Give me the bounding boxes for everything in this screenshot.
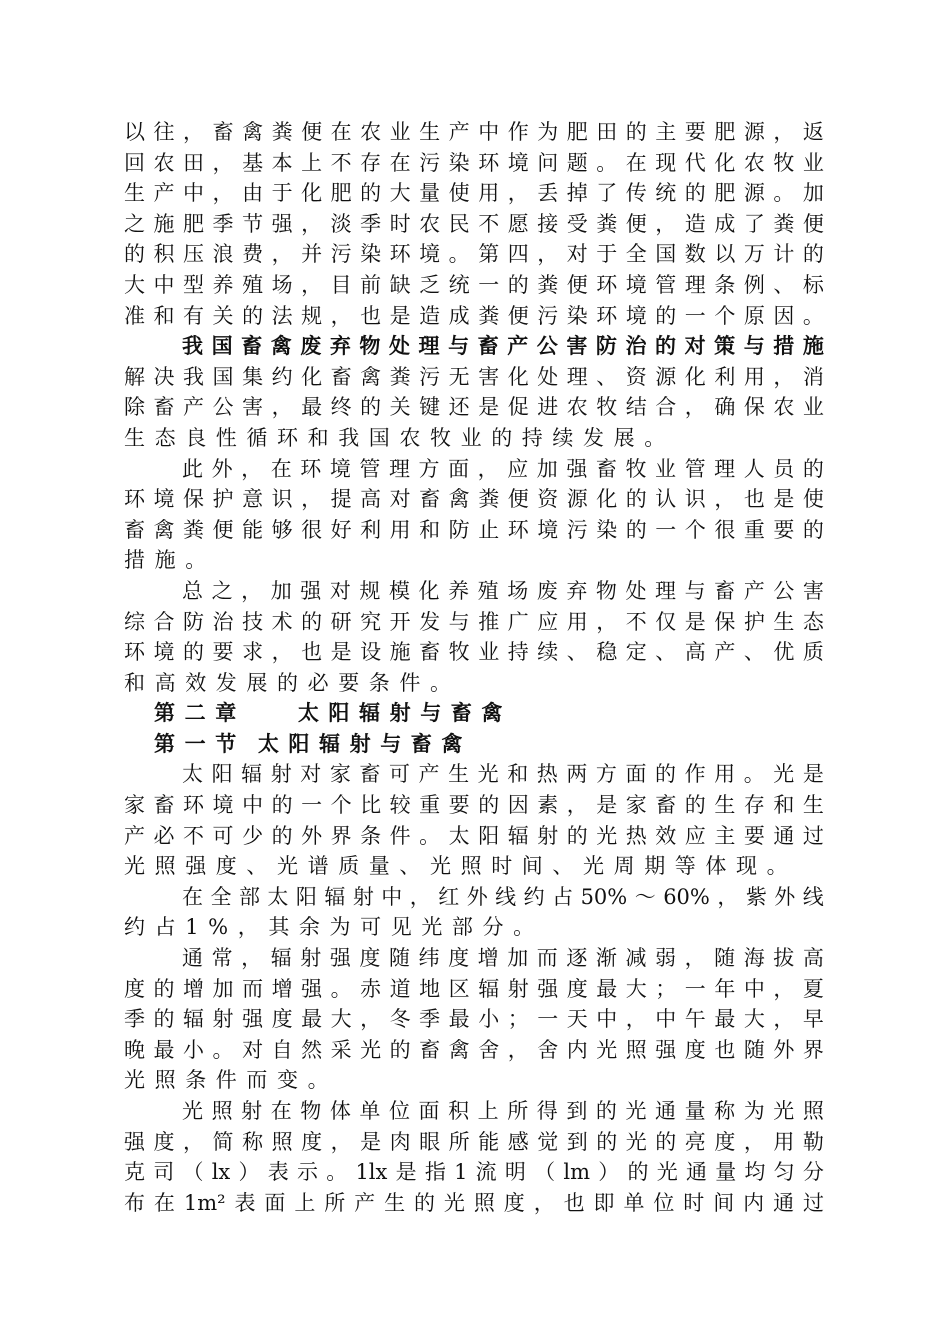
paragraph-line: 晚 最 小 。 对 自 然 采 光 的 畜 禽 舍 ， 舍 内 光 照 强 度 也 随 外 界 xyxy=(124,1037,824,1062)
paragraph-line: 措施。 xyxy=(124,548,216,573)
paragraph-line: 光照强度、光谱质量、光照时间、光周期等体现。 xyxy=(124,854,798,879)
paragraph-line: 产 必 不 可 少 的 外 界 条 件 。 太 阳 辐 射 的 光 热 效 应 主 要 通 过 xyxy=(124,823,824,848)
paragraph-line: 家 畜 环 境 中 的 一 个 比 较 重 要 的 因 素 ， 是 家 畜 的 生 存 和 生 xyxy=(124,793,824,818)
paragraph-line: 和高效发展的必要条件。 xyxy=(124,670,461,695)
paragraph-line: 环 境 的 要 求 ， 也 是 设 施 畜 牧 业 持 续 、 稳 定 、 高 产 、 优 质 xyxy=(124,640,824,665)
paragraph-line: 通 常 ， 辐 射 强 度 随 纬 度 增 加 而 逐 渐 减 弱 ， 随 海 拔 高 xyxy=(182,946,824,971)
paragraph-line: 畜 禽 粪 便 能 够 很 好 利 用 和 防 止 环 境 污 染 的 一 个 很 重 要 的 xyxy=(124,517,824,542)
document-page xyxy=(124,117,824,1218)
heading-title: 太阳辐射与畜禽 xyxy=(257,730,473,756)
paragraph-line: 光照条件而变。 xyxy=(124,1068,339,1093)
paragraph-line: 太 阳 辐 射 对 家 畜 可 产 生 光 和 热 两 方 面 的 作 用 。 光 是 xyxy=(182,762,824,787)
paragraph-line: 除 畜 产 公 害 ， 最 终 的 关 键 还 是 促 进 农 牧 结 合 ， 确 保 农 业 xyxy=(124,395,824,420)
bold-heading-line: 我 国 畜 禽 废 弃 物 处 理 与 畜 产 公 害 防 治 的 对 策 与 措 施 xyxy=(182,333,824,359)
paragraph-line: 综 合 防 治 技 术 的 研 究 开 发 与 推 广 应 用 ， 不 仅 是 保 护 生 态 xyxy=(124,609,824,634)
heading-number: 第一节 xyxy=(154,730,246,756)
heading-title: 太阳辐射与畜禽 xyxy=(297,700,513,726)
paragraph-line: 以 往 ， 畜 禽 粪 便 在 农 业 生 产 中 作 为 肥 田 的 主 要 肥 源 ， 返 xyxy=(124,120,824,144)
paragraph-line: 季 的 辐 射 强 度 最 大 ， 冬 季 最 小 ； 一 天 中 ， 中 午 最 大 ， 早 xyxy=(124,1007,824,1032)
paragraph-line: 大 中 型 养 殖 场 ， 目 前 缺 乏 统 一 的 粪 便 环 境 管 理 条 例 、 标 xyxy=(124,272,824,297)
chapter-heading xyxy=(124,698,824,729)
paragraph-line: 度 的 增 加 而 增 强 。 赤 道 地 区 辐 射 强 度 最 大 ； 一 年 中 ， 夏 xyxy=(124,976,824,1001)
paragraph-line: 此 外 ， 在 环 境 管 理 方 面 ， 应 加 强 畜 牧 业 管 理 人 员 的 xyxy=(182,456,824,481)
heading-number: 第二章 xyxy=(154,700,246,726)
paragraph-line: 解 决 我 国 集 约 化 畜 禽 粪 污 无 害 化 处 理 、 资 源 化 利 用 ， 消 xyxy=(124,364,824,389)
paragraph-line: 布 在 1m² 表 面 上 所 产 生 的 光 照 度 ， 也 即 单 位 时 间 内 通 过 xyxy=(124,1190,824,1215)
section-heading xyxy=(124,729,824,760)
paragraph-line: 准 和 有 关 的 法 规 ， 也 是 造 成 粪 便 污 染 环 境 的 一 个 原 因 。 xyxy=(124,303,824,328)
paragraph-line: 生 产 中 ， 由 于 化 肥 的 大 量 使 用 ， 丢 掉 了 传 统 的 肥 源 。 加 xyxy=(124,181,824,206)
paragraph-line: 之 施 肥 季 节 强 ， 淡 季 时 农 民 不 愿 接 受 粪 便 ， 造 成 了 粪 便 xyxy=(124,211,824,236)
paragraph-line: 光 照 射 在 物 体 单 位 面 积 上 所 得 到 的 光 通 量 称 为 光 照 xyxy=(182,1099,824,1123)
paragraph-line: 的 积 压 浪 费 ， 并 污 染 环 境 。 第 四 ， 对 于 全 国 数 以 万 计 的 xyxy=(124,242,824,267)
paragraph-line: 回 农 田 ， 基 本 上 不 存 在 污 染 环 境 问 题 。 在 现 代 化 农 牧 业 xyxy=(124,150,824,175)
paragraph-line: 总 之 ， 加 强 对 规 模 化 养 殖 场 废 弃 物 处 理 与 畜 产 公 害 xyxy=(182,578,824,603)
paragraph-line: 环 境 保 护 意 识 ， 提 高 对 畜 禽 粪 便 资 源 化 的 认 识 ， 也 是 使 xyxy=(124,487,824,512)
paragraph-line: 强 度 ， 简 称 照 度 ， 是 肉 眼 所 能 感 觉 到 的 光 的 亮 度 ， 用 勒 xyxy=(124,1129,824,1154)
paragraph-line: 克 司 （ lx ） 表 示 。 1lx 是 指 1 流 明 （ lm ） 的 光 通 量 均 匀 分 xyxy=(124,1160,824,1185)
paragraph-line: 生态良性循环和我国农牧业的持续发展。 xyxy=(124,425,675,450)
paragraph-line: 约占1%，其余为可见光部分。 xyxy=(124,915,544,940)
paragraph-line: 在 全 部 太 阳 辐 射 中 ， 红 外 线 约 占 50% ～ 60% ， 紫 外 线 xyxy=(182,884,824,909)
